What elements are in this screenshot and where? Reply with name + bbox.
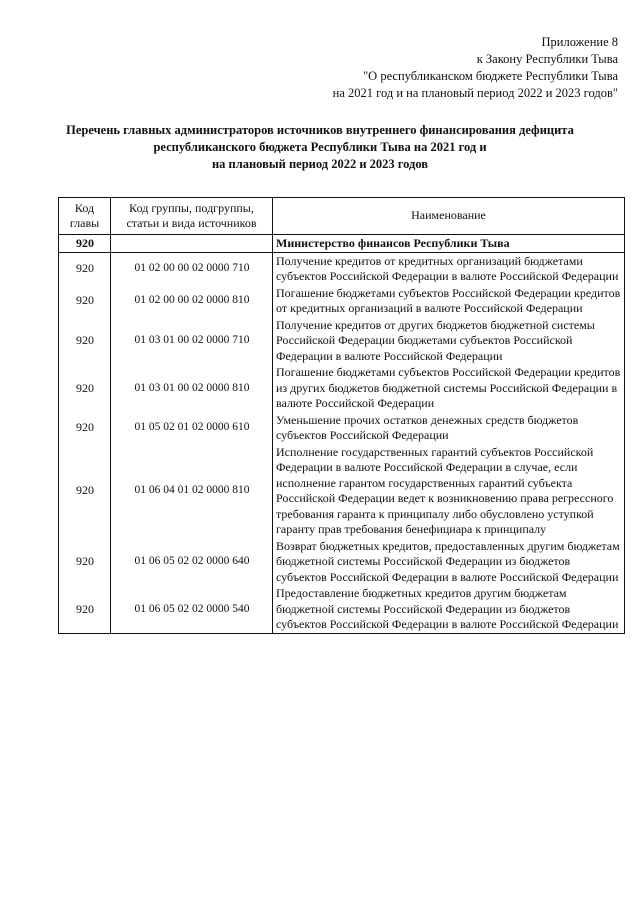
header-chapter-code: Код главы — [59, 198, 111, 235]
cell-code: 01 02 00 00 02 0000 710 — [111, 252, 273, 285]
cell-chapter: 920 — [59, 364, 111, 412]
table-row — [59, 285, 625, 317]
appendix-line: Приложение 8 — [541, 35, 618, 49]
cell-code — [111, 235, 273, 253]
cell-chapter: 920 — [59, 317, 111, 365]
cell-name: Погашение бюджетами субъектов Российской Федерации кредитов из других бюджетов бюджетной системы Российской Федерации в валюте Российской Федерации — [273, 364, 625, 412]
administrators-table — [58, 197, 625, 634]
cell-name: Получение кредитов от кредитных организаций бюджетами субъектов Российской Федерации в валюте Российской Федерации — [273, 252, 625, 285]
appendix-line: на 2021 год и на плановый период 2022 и 2023 годов" — [332, 86, 618, 100]
cell-chapter: 920 — [59, 235, 111, 253]
header-source-code: Код группы, подгруппы, статьи и вида источников — [111, 198, 273, 235]
cell-name: Получение кредитов от других бюджетов бюджетной системы Российской Федерации бюджетами субъектов Российской Федерации в валюте Российской Федерации — [273, 317, 625, 365]
cell-chapter: 920 — [59, 285, 111, 317]
cell-name: Уменьшение прочих остатков денежных средств бюджетов субъектов Российской Федерации — [273, 412, 625, 444]
cell-name: Возврат бюджетных кредитов, предоставленных другим бюджетам бюджетной системы Российской Федерации из бюджетов субъектов Российской Федерации в валюте Российской Федерации — [273, 538, 625, 586]
title-line: республиканского бюджета Республики Тыва на 2021 год и — [153, 140, 487, 154]
cell-name: Министерство финансов Республики Тыва — [273, 235, 625, 253]
title-line: на плановый период 2022 и 2023 годов — [211, 157, 429, 171]
table-row — [59, 364, 625, 412]
cell-chapter: 920 — [59, 444, 111, 538]
document-title — [40, 122, 600, 173]
table-row — [59, 235, 625, 253]
cell-code: 01 03 01 00 02 0000 810 — [111, 364, 273, 412]
cell-name: Предоставление бюджетных кредитов другим бюджетам бюджетной системы Российской Федерации из бюджетов субъектов Российской Федерации в валюте Российской Федерации — [273, 585, 625, 633]
cell-code: 01 06 04 01 02 0000 810 — [111, 444, 273, 538]
cell-chapter: 920 — [59, 252, 111, 285]
cell-chapter: 920 — [59, 412, 111, 444]
appendix-line: к Закону Республики Тыва — [476, 52, 618, 66]
appendix-line: "О республиканском бюджете Республики Тыва — [363, 69, 618, 83]
appendix-header — [218, 34, 618, 102]
table-row — [59, 317, 625, 365]
cell-name: Погашение бюджетами субъектов Российской Федерации кредитов от кредитных организаций в валюте Российской Федерации — [273, 285, 625, 317]
cell-code: 01 03 01 00 02 0000 710 — [111, 317, 273, 365]
table-row — [59, 444, 625, 538]
table-header-row — [59, 198, 625, 235]
cell-code: 01 06 05 02 02 0000 540 — [111, 585, 273, 633]
cell-chapter: 920 — [59, 585, 111, 633]
table-row — [59, 252, 625, 285]
cell-code: 01 05 02 01 02 0000 610 — [111, 412, 273, 444]
cell-code: 01 06 05 02 02 0000 640 — [111, 538, 273, 586]
cell-name: Исполнение государственных гарантий субъектов Российской Федерации в валюте Российской Федерации в случае, если исполнение гарантом государственных гарантий субъекта Российской Федерации ведет к возникновению права регрессного требования гаранта к принципалу либо обусловлено уступкой гаранту прав требования бенефициара к принципалу — [273, 444, 625, 538]
table-row — [59, 538, 625, 586]
cell-code: 01 02 00 00 02 0000 810 — [111, 285, 273, 317]
cell-chapter: 920 — [59, 538, 111, 586]
title-line: Перечень главных администраторов источников внутреннего финансирования дефицита — [66, 123, 574, 137]
table-row — [59, 412, 625, 444]
table-row — [59, 585, 625, 633]
header-name: Наименование — [273, 198, 625, 235]
